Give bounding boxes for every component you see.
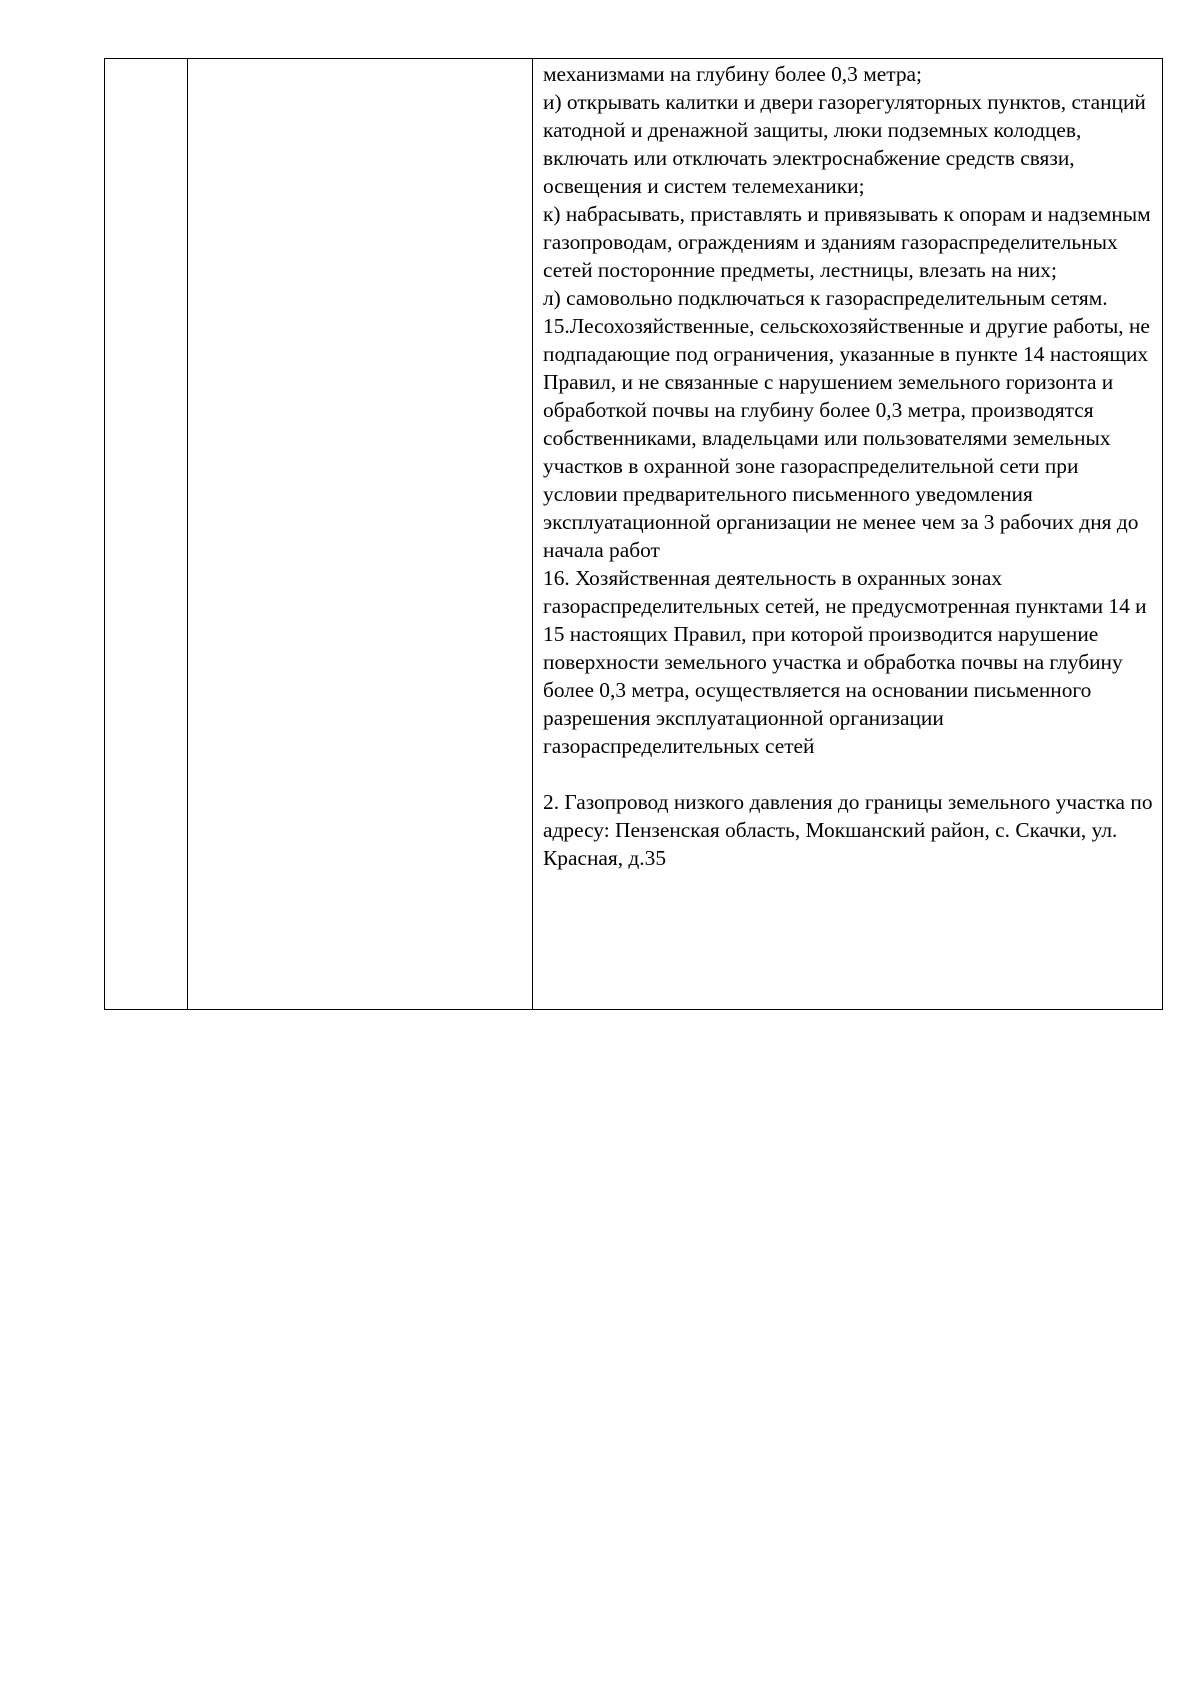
document-table [104, 58, 1163, 1010]
paragraph-spacer [543, 760, 1154, 788]
paragraph-gas-pipeline: 2. Газопровод низкого давления до границы земельного участка по адресу: Пензенская область, Мокшанский район, с. Скачки, ул. Красная, д.35 [543, 790, 1153, 870]
table-row [105, 59, 1163, 1010]
table-cell-number [105, 59, 188, 1010]
description-text [533, 59, 1162, 872]
paragraph-item-16: 16. Хозяйственная деятельность в охранных зонах газораспределительных сетей, не предусмотренная пунктами 14 и 15 настоящих Правил, при которой производится нарушение поверхности земельного участка и обработка почвы на глубину более 0,3 метра, осуществляется на основании письменного разрешения эксплуатационной организации газораспределительных сетей [543, 566, 1147, 758]
paragraph-item-i: и) открывать калитки и двери газорегуляторных пунктов, станций катодной и дренажной защиты, люки подземных колодцев, включать или отключать электроснабжение средств связи, освещения и систем телемеханики; [543, 90, 1146, 198]
paragraph-item-k: к) набрасывать, приставлять и привязывать к опорам и надземным газопроводам, ограждениям и зданиям газораспределительных сетей посторонние предметы, лестницы, влезать на них; [543, 202, 1151, 282]
table-cell-name [188, 59, 533, 1010]
paragraph-item-15: 15.Лесохозяйственные, сельскохозяйственные и другие работы, не подпадающие под ограничения, указанные в пункте 14 настоящих Правил, и не связанные с нарушением земельного горизонта и обработкой почвы на глубину более 0,3 метра, производятся собственниками, владельцами или пользователями земельных участков в охранной зоне газораспределительной сети при условии предварительного письменного уведомления эксплуатационной организации не менее чем за 3 рабочих дня до начала работ [543, 314, 1150, 562]
paragraph-item-l: л) самовольно подключаться к газораспределительным сетям. [543, 286, 1108, 310]
table-cell-description [533, 59, 1163, 1010]
paragraph-continuation: механизмами на глубину более 0,3 метра; [543, 62, 922, 86]
